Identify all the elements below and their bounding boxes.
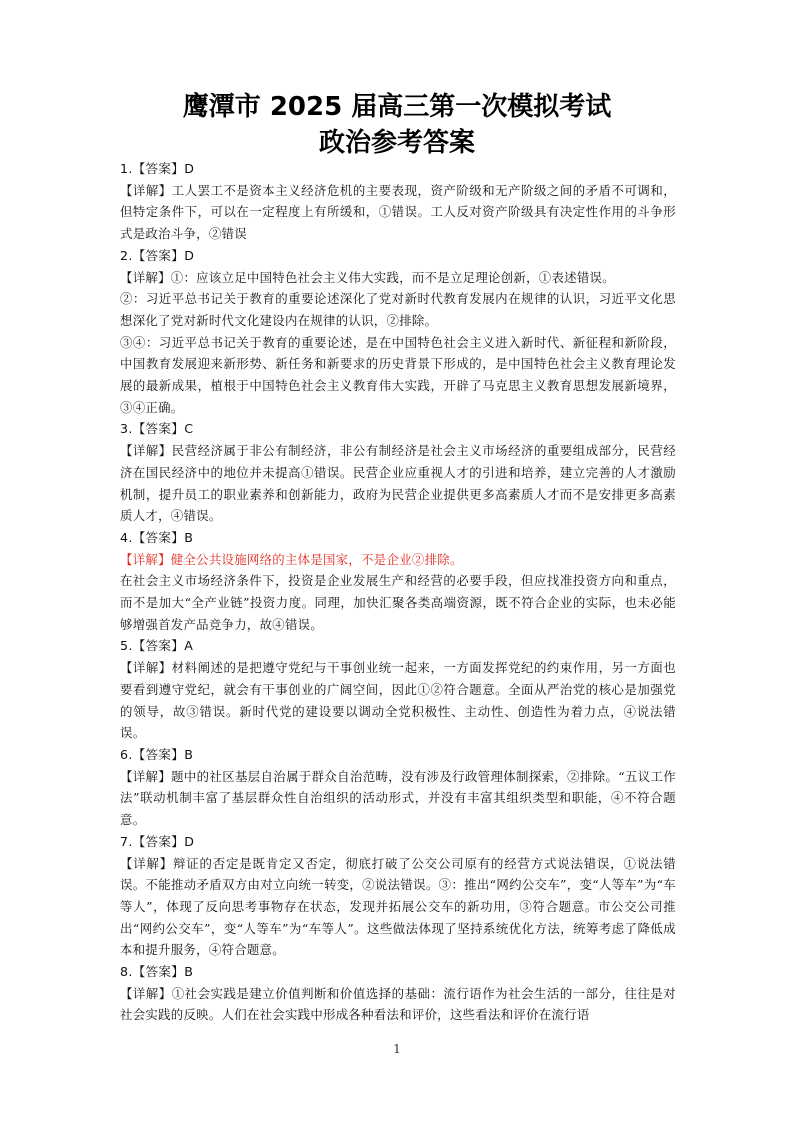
explanation-paragraph: 【详解】工人罢工不是资本主义经济危机的主要表现，资产阶级和无产阶级之间的矛盾不可调和，但特定条件下，可以在一定程度上有所缓和，①错误。工人反对资产阶级具有决定性作用的斗争形式是政治斗争，②错误 <box>120 182 676 242</box>
page-number: 1 <box>393 1042 401 1056</box>
explanation-paragraph: 【详解】①：应该立足中国特色社会主义伟大实践，而不是立足理论创新，①表述错误。 <box>120 269 615 285</box>
explanation-paragraph: 在社会主义市场经济条件下，投资是企业发展生产和经营的必要手段，但应找准投资方向和重点，而不是加大“全产业链”投资力度。同理，加快汇聚各类高端资源，既不符合企业的实际，也未必能够增强首发产品竞争力，故④错误。 <box>120 573 676 632</box>
explanation-paragraph: ③④：习近平总书记关于教育的重要论述，是在中国特色社会主义进入新时代、新征程和新阶段，中国教育发展迎来新形势、新任务和新要求的历史背景下形成的，是中国特色社会主义教育理论发展的最新成果，植根于中国特色社会主义教育伟大实践，开辟了马克思主义教育思想发展新境界，③④正确。 <box>120 334 676 415</box>
explanation-paragraph: 【详解】辩证的否定是既肯定又否定，彻底打破了公交公司原有的经营方式说法错误，①说法错误。不能推动矛盾双方由对立向统一转变，②说法错误。③：推出“网约公交车”，变“人等车”为“车等人”，体现了反向思考事物存在状态，发现并拓展公交车的新功用，③符合题意。市公交公司推出“网约公交车”，变“人等车”为“车等人”。这些做法体现了坚持系统优化方法，统筹考虑了降低成本和提升服务，④符合题意。 <box>120 855 676 958</box>
explanation-paragraph: 【详解】材料阐述的是把遵守党纪与干事创业统一起来，一方面发挥党纪的约束作用，另一方面也要看到遵守党纪，就会有干事创业的广阔空间，因此①②符合题意。全面从严治党的核心是加强党的领导，故③错误。新时代党的建设要以调动全党积极性、主动性、创造性为着力点，④说法错误。 <box>120 660 676 741</box>
answer-line: 2.【答案】D <box>120 247 195 263</box>
answer-line: 4.【答案】B <box>120 529 194 545</box>
explanation-paragraph: 【详解】题中的社区基层自治属于群众自治范畴，没有涉及行政管理体制探索，②排除。“五议工作法”联动机制丰富了基层群众性自治组织的活动形式，并没有丰富其组织类型和职能，④不符合题意。 <box>120 768 676 828</box>
answer-line: 7.【答案】D <box>120 833 195 849</box>
page-subtitle: 政治参考答案 <box>318 128 475 158</box>
answer-line: 3.【答案】C <box>120 421 194 437</box>
explanation-paragraph: 【详解】民营经济属于非公有制经济，非公有制经济是社会主义市场经济的重要组成部分，民营经济在国民经济中的地位并未提高①错误。民营企业应重视人才的引进和培养，建立完善的人才激励机制，提升员工的职业素养和创新能力，政府为民营企业提供更多高素质人才而不是安排更多高素质人才，④错误。 <box>120 443 676 524</box>
answer-line: 6.【答案】B <box>120 746 194 762</box>
answer-list <box>120 158 676 1026</box>
answer-line: 1.【答案】D <box>120 161 195 176</box>
explanation-paragraph-highlighted: 【详解】健全公共设施网络的主体是国家，不是企业②排除。 <box>120 551 463 567</box>
answer-line: 8.【答案】B <box>120 964 194 980</box>
page-title: 鹰潭市 2025 届高三第一次模拟考试 <box>182 92 612 122</box>
explanation-paragraph: 【详解】①社会实践是建立价值判断和价值选择的基础：流行语作为社会生活的一部分，往往是对社会实践的反映。人们在社会实践中形成各种看法和评价，这些看法和评价在流行语 <box>120 985 676 1023</box>
answer-line: 5.【答案】A <box>120 638 194 654</box>
explanation-paragraph: ②：习近平总书记关于教育的重要论述深化了党对新时代教育发展内在规律的认识，习近平文化思想深化了党对新时代文化建设内在规律的认识，②排除。 <box>120 291 676 328</box>
